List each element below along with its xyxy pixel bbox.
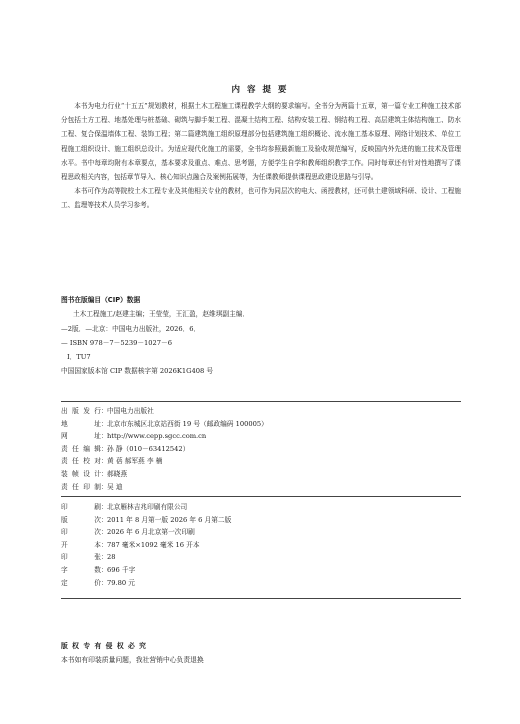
colon-separator: ： — [101, 432, 108, 441]
colon-separator: ： — [101, 540, 108, 549]
summary-paragraph-2: 本书可作为高等院校土木工程专业及其他相关专业的教材，也可作为同层次的电大、函授教材，还可供土建领域科研、设计、工程施工、监理等技术人员学习参考。 — [61, 187, 461, 210]
publisher-row — [61, 443, 461, 456]
cip-catalog-number-line: 中国国家版本馆 CIP 数据核字第 2026K1G408 号 — [61, 367, 214, 376]
publisher-label: 地址 — [61, 419, 101, 428]
printing-label: 印张 — [61, 553, 101, 562]
colon-separator: ： — [101, 444, 108, 453]
colon-separator: ： — [101, 482, 108, 491]
colon-separator: ： — [101, 553, 108, 562]
printing-info — [61, 501, 461, 589]
divider-bottom — [61, 598, 461, 599]
printing-label: 字数 — [61, 565, 101, 574]
divider-middle — [61, 496, 461, 497]
publisher-value: http://www.cepp.sgcc.com.cn — [107, 432, 207, 441]
printing-value: 2011 年 8 月第一版 2026 年 6 月第二版 — [107, 515, 232, 524]
cip-isbn-line: — ISBN 978－7－5239－1027－6 — [61, 338, 172, 347]
copyright-notice: 版 权 专 有 侵 权 必 究 — [61, 642, 147, 650]
printing-label: 印次 — [61, 528, 101, 537]
publisher-label: 网址 — [61, 432, 101, 441]
publisher-row — [61, 405, 461, 418]
printing-value: 2026 年 6 月北京第一次印刷 — [107, 528, 195, 537]
colon-separator: ： — [101, 469, 108, 478]
cip-data-block — [61, 293, 461, 379]
publisher-row — [61, 481, 461, 494]
cip-classification-line: Ⅰ．TU7 — [67, 353, 91, 362]
content-summary — [61, 99, 461, 213]
printing-label: 定价 — [61, 578, 101, 587]
publisher-label: 出版发行 — [61, 407, 101, 415]
publisher-label: 装帧设计 — [61, 469, 101, 478]
publisher-value: 黄 蓓 郝军燕 李 楠 — [107, 457, 163, 466]
colon-separator: ： — [101, 419, 108, 428]
printing-row — [61, 539, 461, 552]
publisher-label: 责任印制 — [61, 482, 101, 491]
publisher-info — [61, 405, 461, 493]
publisher-row — [61, 418, 461, 431]
cip-heading: 图书在版编目（CIP）数据 — [61, 296, 141, 304]
printing-value: 28 — [107, 553, 116, 562]
publisher-label: 责任校对 — [61, 457, 101, 466]
divider-top — [61, 401, 461, 402]
printing-label: 版次 — [61, 515, 101, 524]
colon-separator: ： — [101, 515, 108, 524]
return-notice: 本书如有印装质量问题，我社营销中心负责退换 — [61, 655, 204, 664]
printing-label: 开本 — [61, 540, 101, 549]
publisher-value: 孙 静（010－63412542） — [107, 444, 190, 453]
colon-separator: ： — [101, 565, 108, 574]
footer — [61, 640, 461, 667]
publisher-value: 郝晓燕 — [107, 469, 128, 478]
publisher-value: 吴 迪 — [107, 482, 123, 491]
printing-label: 印刷 — [61, 503, 101, 511]
summary-title: 内 容 提 要 — [231, 85, 289, 95]
summary-paragraph-1: 本书为电力行业“十五五”规划教材，根据土木工程施工课程教学大纲的要求编写。全书分为两篇十五章，第一篇专业工种施工技术部分包括土方工程、地基处理与桩基础、砌筑与脚手架工程、混凝土结构工程、结构安装工程、钢结构工程、高层建筑主体结构施工、防水工程、复合保温墙体工程、装饰工程；第二篇建筑施工组织原理部分包括建筑施工组织概论、流水施工基本原理、网络计划技术、单位工程施工组织设计、施工组织总设计。为适应现代化施工的需要，全书均参照最新施工及验收规范编写，反映国内外先进的施工技术及管理水平。书中每章均附有本章要点，基本要求及重点、难点、思考题，方便学生自学和教师组织教学工作。同时每章还有针对性地撰写了课程思政相关内容，包括章节导入、核心知识点融合及案例拓展等，为任课教师提供课程思政建设思路与引导。 — [61, 102, 461, 182]
publisher-value: 中国电力出版社 — [107, 407, 154, 415]
publisher-row — [61, 468, 461, 481]
printing-row — [61, 564, 461, 577]
printing-row — [61, 526, 461, 539]
printing-row — [61, 514, 461, 527]
publisher-label: 责任编辑 — [61, 444, 101, 453]
cip-edition-line: —2版．—北京：中国电力出版社，2026．6． — [61, 324, 201, 333]
colon-separator: ： — [101, 457, 108, 466]
printing-value: 北京雁林吉兆印刷有限公司 — [107, 503, 188, 511]
printing-value: 787 毫米×1092 毫米 16 开本 — [107, 540, 200, 549]
colon-separator: ： — [101, 407, 108, 415]
publisher-row — [61, 430, 461, 443]
printing-row — [61, 551, 461, 564]
publisher-value: 北京市东城区北京站西街 19 号（邮政编码 100005） — [107, 419, 268, 428]
colon-separator: ： — [101, 503, 108, 511]
colon-separator: ： — [101, 578, 108, 587]
printing-value: 79.80 元 — [107, 578, 135, 587]
printing-row — [61, 577, 461, 590]
printing-value: 696 千字 — [107, 565, 136, 574]
colon-separator: ： — [101, 528, 108, 537]
cip-title-line: 土木工程施工/赵建主编；王莹莹，王汇盈，赵维琪副主编． — [73, 310, 250, 319]
printing-row — [61, 501, 461, 514]
publisher-row — [61, 455, 461, 468]
